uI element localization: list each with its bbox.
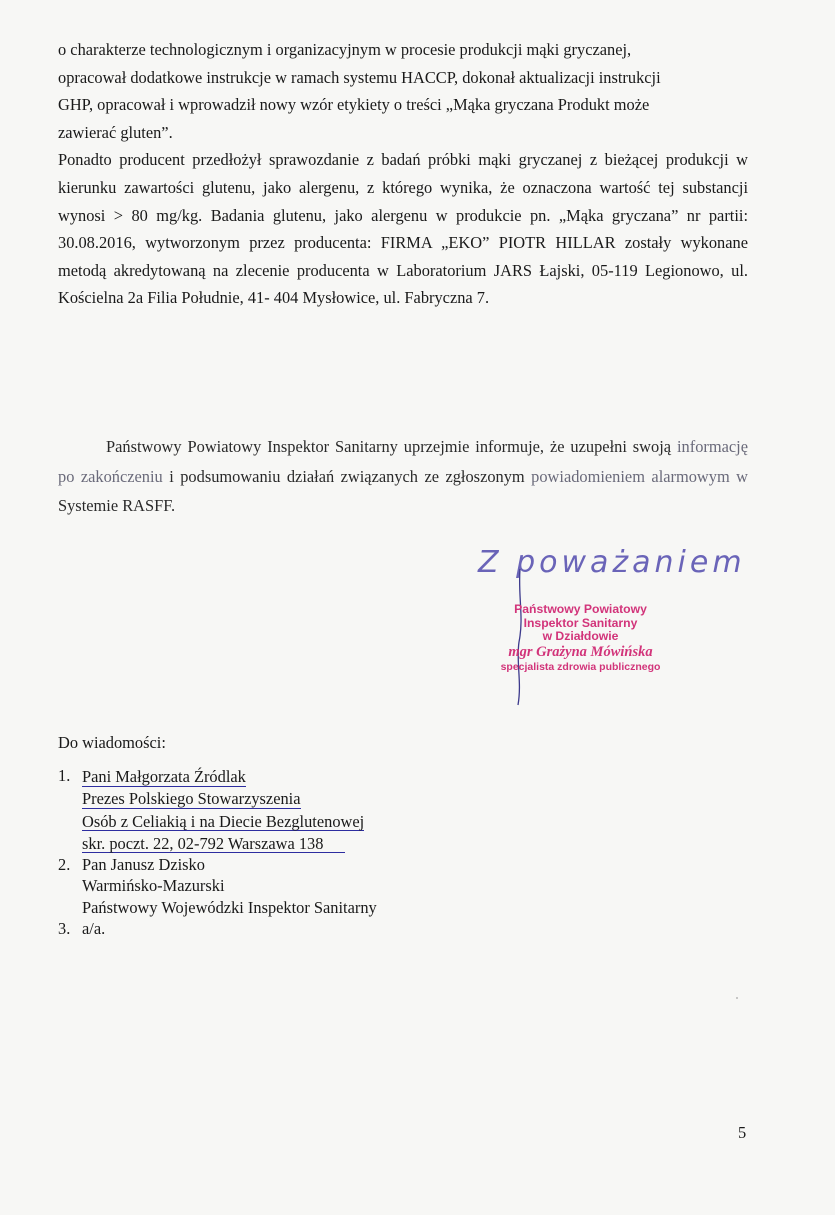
list-item [58,854,458,918]
closing-text-end: Systemie RASFF. [58,496,176,516]
recipient-line: Pan Janusz Dzisko [82,855,205,875]
stamp-title: specjalista zdrowia publicznego [500,660,661,673]
official-stamp [478,603,683,673]
text-line: GHP, opracował i wprowadził nowy wzór etykiety o treści „Mąka gryczana Produkt może [58,95,650,115]
list-number: 3. [58,919,71,939]
recipients-list [58,765,458,939]
list-item [58,765,458,854]
list-number: 2. [58,855,71,875]
recipient-line: Państwowy Wojewódzki Inspektor Sanitarny [82,897,377,917]
body-paragraph-2: Ponadto producent przedłożył sprawozdanie z badań próbki mąki gryczanej z bieżącej produkcji w kierunku zawartości glutenu, jako alergenu, z którego wynika, że oznaczona wartość tej substancji wynosi > 80 mg/kg. Badania glutenu, jako alergenu w produkcie pn. „Mąka gryczana” nr partii: 30.08.2016, wytworzonym przez producenta: FIRMA „EKO” PIOTR HILLAR zostały wykonane metodą akredytowaną na zlecenie producenta w Laboratorium JARS Łajski, 05-119 Legionowo, ul. Kościelna 2a Filia Południe, 41- 404 Mysłowice, ul. Fabryczna 7. [58,150,748,308]
recipient-line: Warmińsko-Mazurski [82,876,225,896]
text-line: o charakterze technologicznym i organizacyjnym w procesie produkcji mąki gryczanej, [58,40,632,59]
closing-text-start: Państwowy Powiatowy Inspektor Sanitarny uprzejmie informuje, że uzupełni swoją [106,437,672,457]
recipient-line: Osób z Celiakią i na Diecie Bezglutenowej [82,811,365,831]
closing-text-mid: i podsumowaniu działań związanych ze zgłoszonym [162,466,525,486]
list-number: 1. [58,766,71,785]
list-item [58,918,458,939]
text-line: zawierać gluten”. [58,122,173,142]
scan-speck [736,997,738,999]
closing-paragraph [58,432,748,521]
stamp-line: w Działdowie [542,629,619,644]
stamp-line: Inspektor Sanitarny [523,615,638,630]
recipient-line: Pani Małgorzata Źródlak [82,767,246,786]
closing-text-faded-1: informację po zakończeniu [58,437,748,486]
recipients-heading: Do wiadomości: [58,733,166,752]
closing-text-faded-2: powiadomieniem alarmowym w [531,466,748,486]
page-number: 5 [738,1123,747,1142]
recipient-line: Prezes Polskiego Stowarzyszenia [82,789,301,809]
recipient-line: skr. poczt. 22, 02-792 Warszawa 138 [82,832,345,854]
stamp-name: mgr Grażyna Mówińska [508,643,653,660]
body-paragraph-1 [58,36,748,312]
stamp-line: Państwowy Powiatowy [514,602,647,616]
handwritten-signature: Z poważaniem [478,545,746,580]
recipient-line: a/a. [82,919,106,939]
text-line: opracował dodatkowe instrukcje w ramach systemu HACCP, dokonał aktualizacji instrukcji [58,67,661,87]
